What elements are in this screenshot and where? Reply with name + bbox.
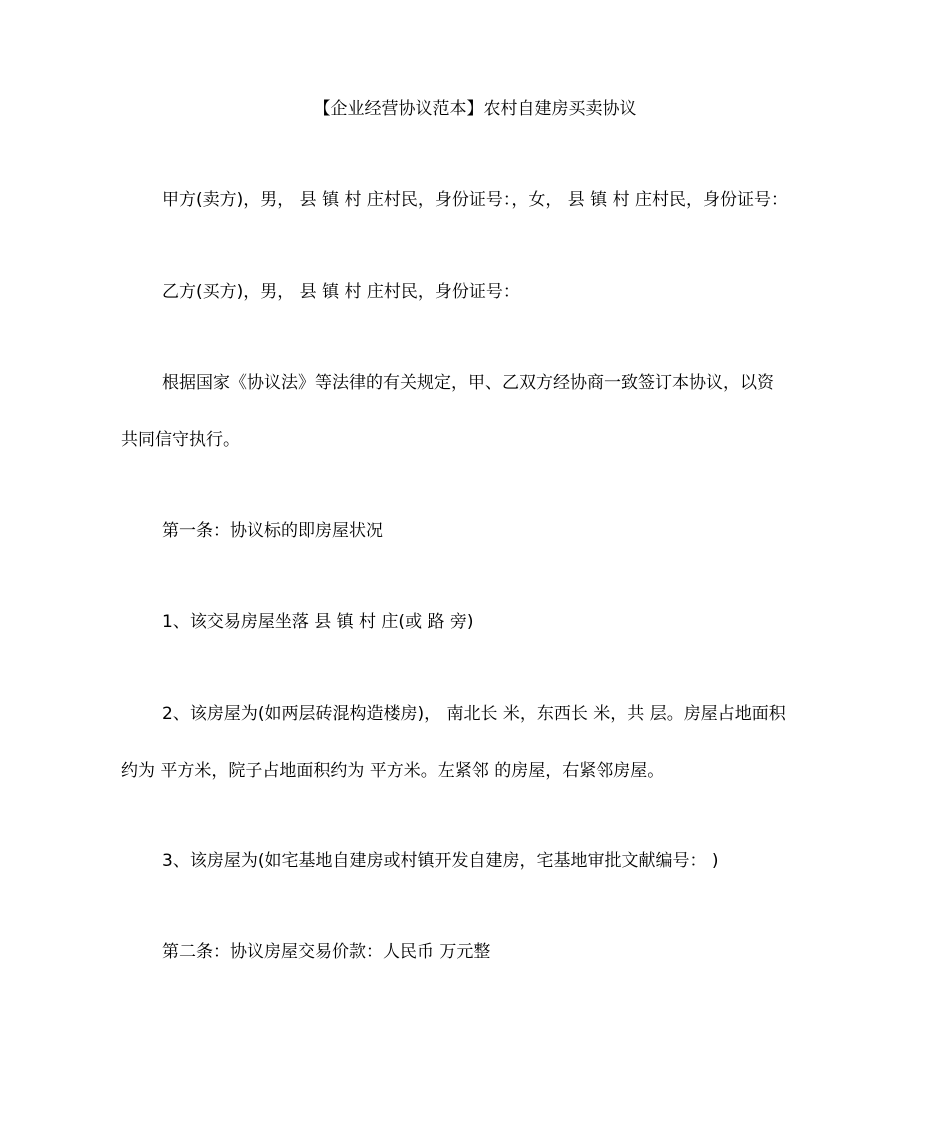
article-1-item-2-line-2: 约为 平方米，院子占地面积约为 平方米。左紧邻 的房屋，右紧邻房屋。 [121, 761, 665, 781]
article-1-item-2-line-1: 2、该房屋为(如两层砖混构造楼房)， 南北长 米，东西长 米，共 层。房屋占地面积 [162, 704, 786, 724]
preamble-line-1: 根据国家《协议法》等法律的有关规定，甲、乙双方经协商一致签订本协议，以资 [162, 373, 774, 393]
party-a-paragraph: 甲方(卖方)，男， 县 镇 村 庄村民，身份证号：，女， 县 镇 村 庄村民，身份证号： [162, 190, 788, 210]
preamble-line-2: 共同信守执行。 [121, 430, 240, 450]
article-1-heading: 第一条：协议标的即房屋状况 [162, 521, 383, 541]
party-b-paragraph: 乙方(买方)，男， 县 镇 村 庄村民，身份证号： [162, 282, 520, 302]
article-2-heading: 第二条：协议房屋交易价款：人民币 万元整 [162, 942, 491, 962]
document-title: 【企业经营协议范本】农村自建房买卖协议 [313, 99, 637, 119]
article-1-item-1: 1、该交易房屋坐落 县 镇 村 庄(或 路 旁) [162, 612, 474, 632]
article-1-item-3: 3、该房屋为(如宅基地自建房或村镇开发自建房，宅基地审批文献编号： ) [162, 851, 719, 871]
